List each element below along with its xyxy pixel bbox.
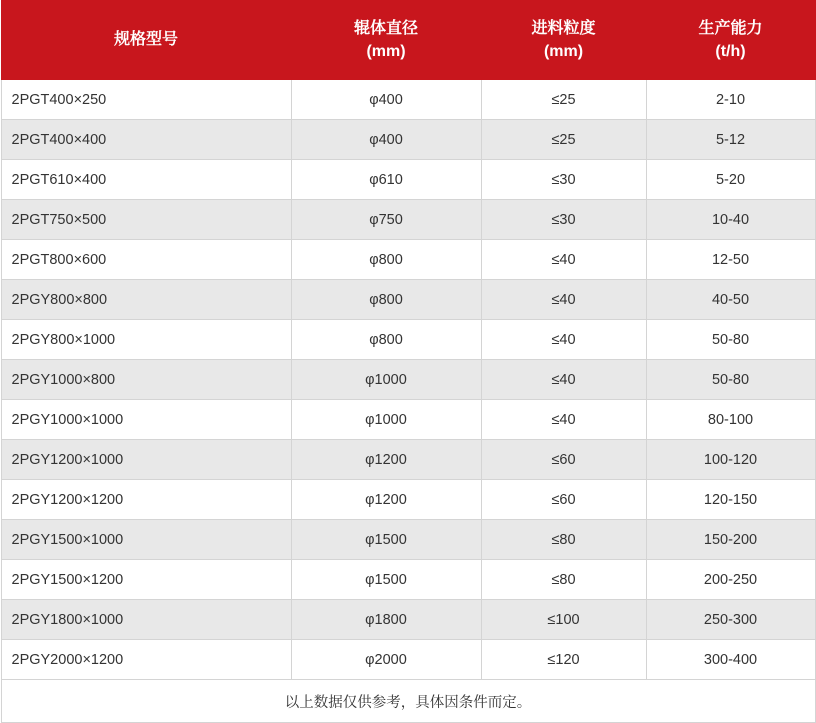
cell-model: 2PGT400×400 bbox=[1, 120, 291, 160]
cell-model: 2PGT610×400 bbox=[1, 160, 291, 200]
cell-roller-diameter: φ2000 bbox=[291, 640, 481, 680]
table-row bbox=[1, 320, 815, 360]
table-row bbox=[1, 520, 815, 560]
cell-capacity: 120-150 bbox=[646, 480, 815, 520]
cell-feed-size: ≤40 bbox=[481, 360, 646, 400]
specification-table bbox=[1, 0, 816, 723]
column-header-model-title: 规格型号 bbox=[113, 31, 178, 49]
cell-model: 2PGY1000×800 bbox=[1, 360, 291, 400]
table-row bbox=[1, 80, 815, 120]
table-row bbox=[1, 440, 815, 480]
cell-roller-diameter: φ1000 bbox=[291, 400, 481, 440]
cell-capacity: 150-200 bbox=[646, 520, 815, 560]
cell-capacity: 300-400 bbox=[646, 640, 815, 680]
cell-model: 2PGY1200×1000 bbox=[1, 440, 291, 480]
cell-feed-size: ≤25 bbox=[481, 120, 646, 160]
table-row bbox=[1, 200, 815, 240]
cell-model: 2PGY1500×1200 bbox=[1, 560, 291, 600]
column-header-roller-diameter bbox=[291, 1, 481, 80]
table-row bbox=[1, 240, 815, 280]
cell-capacity: 5-20 bbox=[646, 160, 815, 200]
cell-capacity: 5-12 bbox=[646, 120, 815, 160]
column-header-roller-diameter-unit: (mm) bbox=[366, 43, 406, 60]
cell-capacity: 200-250 bbox=[646, 560, 815, 600]
table-footer bbox=[1, 680, 815, 723]
cell-feed-size: ≤30 bbox=[481, 200, 646, 240]
cell-model: 2PGY800×800 bbox=[1, 280, 291, 320]
cell-roller-diameter: φ800 bbox=[291, 320, 481, 360]
cell-model: 2PGT750×500 bbox=[1, 200, 291, 240]
column-header-feed-size bbox=[481, 1, 646, 80]
cell-model: 2PGT800×600 bbox=[1, 240, 291, 280]
table-row bbox=[1, 280, 815, 320]
cell-roller-diameter: φ800 bbox=[291, 280, 481, 320]
table-row bbox=[1, 120, 815, 160]
cell-model: 2PGY1200×1200 bbox=[1, 480, 291, 520]
cell-capacity: 100-120 bbox=[646, 440, 815, 480]
cell-roller-diameter: φ1800 bbox=[291, 600, 481, 640]
cell-roller-diameter: φ1500 bbox=[291, 520, 481, 560]
table-header bbox=[1, 1, 815, 80]
cell-feed-size: ≤100 bbox=[481, 600, 646, 640]
cell-roller-diameter: φ400 bbox=[291, 120, 481, 160]
cell-model: 2PGT400×250 bbox=[1, 80, 291, 120]
cell-model: 2PGY1500×1000 bbox=[1, 520, 291, 560]
cell-roller-diameter: φ750 bbox=[291, 200, 481, 240]
table-row bbox=[1, 640, 815, 680]
table-row bbox=[1, 160, 815, 200]
cell-feed-size: ≤40 bbox=[481, 280, 646, 320]
column-header-feed-size-title: 进料粒度 bbox=[531, 19, 596, 37]
cell-capacity: 10-40 bbox=[646, 200, 815, 240]
cell-feed-size: ≤40 bbox=[481, 400, 646, 440]
header-row bbox=[1, 1, 815, 80]
cell-roller-diameter: φ1000 bbox=[291, 360, 481, 400]
column-header-feed-size-unit: (mm) bbox=[543, 43, 584, 60]
cell-capacity: 2-10 bbox=[646, 80, 815, 120]
cell-feed-size: ≤60 bbox=[481, 440, 646, 480]
cell-capacity: 40-50 bbox=[646, 280, 815, 320]
table-row bbox=[1, 400, 815, 440]
cell-model: 2PGY800×1000 bbox=[1, 320, 291, 360]
cell-model: 2PGY1000×1000 bbox=[1, 400, 291, 440]
cell-feed-size: ≤80 bbox=[481, 520, 646, 560]
cell-roller-diameter: φ400 bbox=[291, 80, 481, 120]
column-header-roller-diameter-title: 辊体直径 bbox=[353, 19, 418, 37]
table-body bbox=[1, 80, 815, 680]
cell-feed-size: ≤40 bbox=[481, 240, 646, 280]
cell-feed-size: ≤60 bbox=[481, 480, 646, 520]
column-header-capacity bbox=[646, 1, 815, 80]
cell-feed-size: ≤30 bbox=[481, 160, 646, 200]
cell-capacity: 50-80 bbox=[646, 360, 815, 400]
column-header-model bbox=[1, 1, 291, 80]
cell-model: 2PGY1800×1000 bbox=[1, 600, 291, 640]
table-row bbox=[1, 480, 815, 520]
cell-capacity: 12-50 bbox=[646, 240, 815, 280]
cell-capacity: 50-80 bbox=[646, 320, 815, 360]
cell-roller-diameter: φ1200 bbox=[291, 480, 481, 520]
cell-roller-diameter: φ1500 bbox=[291, 560, 481, 600]
cell-feed-size: ≤40 bbox=[481, 320, 646, 360]
column-header-capacity-title: 生产能力 bbox=[698, 19, 763, 37]
cell-roller-diameter: φ800 bbox=[291, 240, 481, 280]
cell-roller-diameter: φ610 bbox=[291, 160, 481, 200]
table-row bbox=[1, 360, 815, 400]
cell-capacity: 80-100 bbox=[646, 400, 815, 440]
cell-capacity: 250-300 bbox=[646, 600, 815, 640]
footnote-row bbox=[1, 680, 815, 723]
column-header-capacity-unit: (t/h) bbox=[715, 43, 746, 60]
cell-feed-size: ≤80 bbox=[481, 560, 646, 600]
table-row bbox=[1, 560, 815, 600]
cell-roller-diameter: φ1200 bbox=[291, 440, 481, 480]
cell-model: 2PGY2000×1200 bbox=[1, 640, 291, 680]
table-row bbox=[1, 600, 815, 640]
footnote-text: 以上数据仅供参考，具体因条件而定。 bbox=[1, 680, 815, 723]
cell-feed-size: ≤25 bbox=[481, 80, 646, 120]
cell-feed-size: ≤120 bbox=[481, 640, 646, 680]
